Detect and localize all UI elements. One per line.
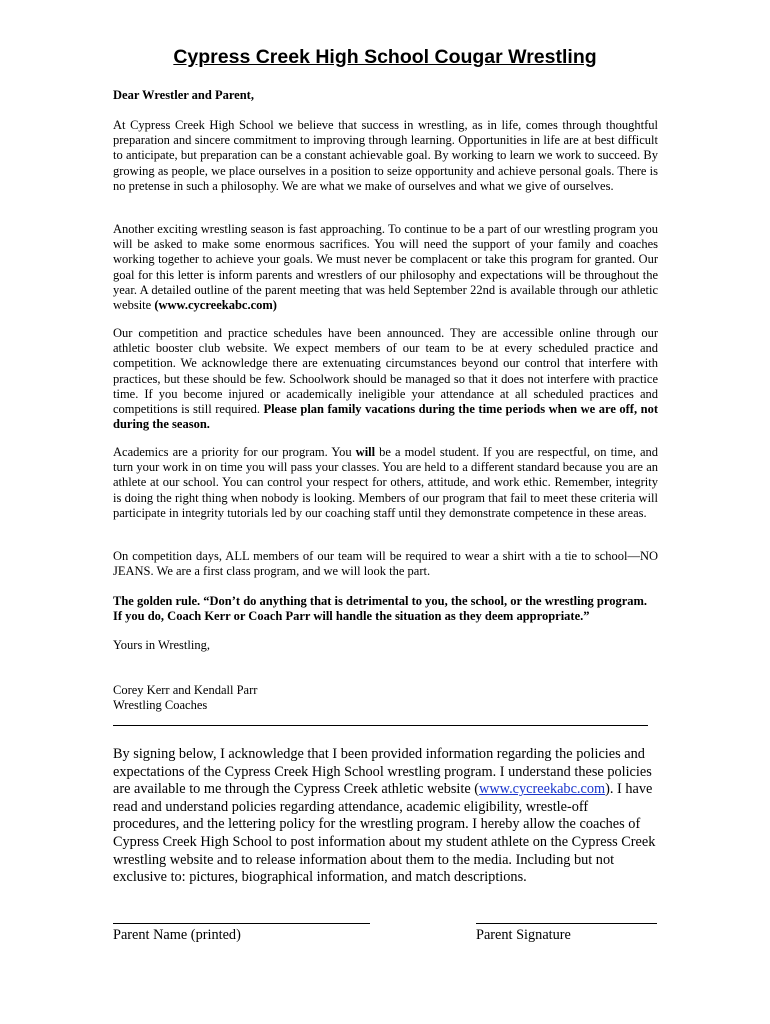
page-title: Cypress Creek High School Cougar Wrestling <box>173 46 597 68</box>
signer-role: Wrestling Coaches <box>113 698 208 712</box>
acknowledgement-text: By signing below, I acknowledge that I been provided information regarding the policies and expectations of the Cypress Creek High School wrestling program. I understand these policies are available to me through the Cypress Creek athletic website ( <box>113 746 652 798</box>
paragraph-text: Our competition and practice schedules have been announced. They are accessible online through our athletic booster club website. We expect members of our team to be at every scheduled practice and competition. We acknowledge there are extenuating circumstances beyond our control that interfere with practices, but these should be few. Schoolwork should be managed so that it does not interfere with practice time. If you become injured or academically ineligible your attendance at all scheduled practices and competitions is still required. <box>113 326 658 417</box>
paragraph-season <box>113 222 658 313</box>
vacation-notice: Please plan family vacations during the time periods when we are off, not during the season. <box>113 402 658 432</box>
paragraph-text: At Cypress Creek High School we believe that success in wrestling, as in life, comes through thoughtful preparation and sincere commitment to improving through learning. Opportunities in life are at best difficult to anticipate, but preparation can be a constant achievable goal. By working to learn we work to succeed. By growing as people, we place ourselves in a position to seize opportunity and achieve personal goals. There is no pretense in such a philosophy. We are what we make of ourselves and what we give of ourselves. <box>113 118 658 193</box>
section-divider <box>113 725 648 726</box>
parent-signature-label: Parent Signature <box>476 927 571 943</box>
closing: Yours in Wrestling, <box>113 638 210 652</box>
paragraph-text: Academics are a priority for our program. You <box>113 445 356 459</box>
paragraph-dress-code: On competition days, ALL members of our team will be required to wear a shirt with a tie to school—NO JEANS. We are a first class program, and we will look the part. <box>113 549 658 579</box>
acknowledgement-statement <box>113 746 658 887</box>
emphasis-will: will <box>355 445 376 459</box>
paragraph-text: be a model student. If you are respectful, on time, and turn your work in on time you will pass your classes. You are held to a different standard because you are an athlete at our school. You can control your respect for others, attitude, and work ethic. Remember, integrity is doing the right thing when nobody is looking. Members of our program that fail to meet these criteria will participate in integrity tutorials led by our coaching staff until they demonstrate competence in these areas. <box>113 445 659 520</box>
paragraph-philosophy <box>113 118 658 194</box>
acknowledgement-text: ). I have read and understand policies regarding attendance, academic eligibility, wrestle-off procedures, and the lettering policy for the wrestling program. I hereby allow the coaches of Cypress Creek High School to post information about my student athlete on the Cypress Creek wrestling website and to release information about them to the media. Including but not exclusive to: pictures, biographical information, and match descriptions. <box>113 781 656 886</box>
paragraph-schedules <box>113 326 658 432</box>
paragraph-golden-rule: The golden rule. “Don’t do anything that is detrimental to you, the school, or the wrestling program. If you do, Coach Kerr or Coach Parr will handle the situation as they deem appropriate.” <box>113 594 648 624</box>
parent-name-field[interactable] <box>113 923 370 924</box>
website-link[interactable]: www.cycreekabc.com <box>479 781 606 798</box>
paragraph-academics <box>113 445 658 521</box>
website-reference: (www.cycreekabc.com) <box>154 298 277 313</box>
parent-name-label: Parent Name (printed) <box>113 927 241 943</box>
paragraph-text: Another exciting wrestling season is fast approaching. To continue to be a part of our wrestling program you will be asked to make some enormous sacrifices. You will need the support of your family and coaches working together to achieve your goals. We must never be complacent or take this program for granted. Our goal for this letter is inform parents and wrestlers of our philosophy and expectations will be throughout the year. A detailed outline of the parent meeting that was held September 22nd is available through our athletic website <box>113 222 658 313</box>
parent-signature-field[interactable] <box>476 923 657 924</box>
signer-names: Corey Kerr and Kendall Parr <box>113 683 258 697</box>
salutation: Dear Wrestler and Parent, <box>113 88 254 102</box>
